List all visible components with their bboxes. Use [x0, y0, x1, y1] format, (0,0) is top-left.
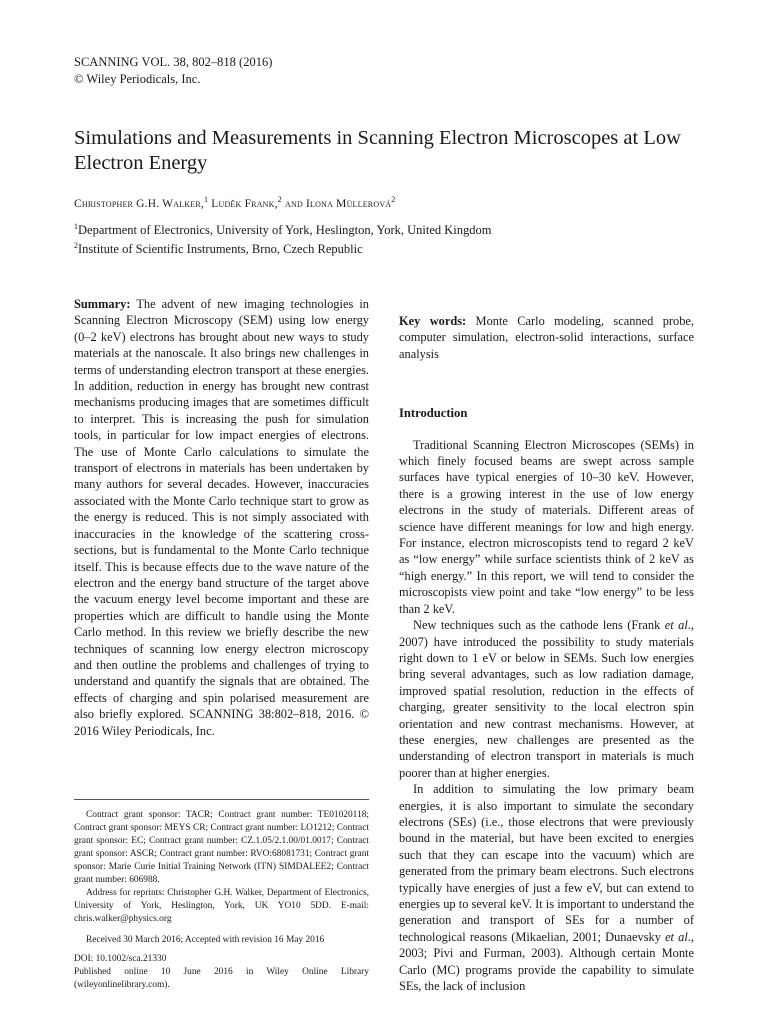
author-name: Christopher G.H. Walker,: [74, 197, 204, 210]
author-name: Ilona Müllerová: [306, 197, 392, 210]
intro-text: ., 2003; Pivi and Furman, 2003). Although certain Monte Carlo (MC) programs provide the capability to simulate SEs, the lack of inclusion: [399, 929, 694, 994]
author-conjunction: and: [281, 197, 307, 210]
affiliation-text: Institute of Scientific Instruments, Brno, Czech Republic: [78, 242, 363, 257]
author-name: Luděk Frank,: [208, 197, 278, 210]
journal-header: [74, 54, 272, 88]
affiliation-marker: 2: [277, 195, 282, 204]
intro-text: In addition to simulating the low primary beam energies, it is also important to simulate the secondary electrons (SEs) (i.e., those electrons that were previously bound in the material, but have been excited to energies such that they can escape into the vacuum) which are generated from the primary beam electrons. Such electrons typically have energies of just a few eV, but can extend to energies up to several keV. It is important to understand the generation and transport of SEs for a number of technological reasons (Mikaelian, 2001; Dunaevsky: [399, 782, 694, 944]
affiliation-text: Department of Electronics, University of York, Heslington, York, United Kingdom: [78, 223, 492, 238]
intro-italic: et al: [665, 929, 688, 944]
intro-text: ., 2007) have introduced the possibility to study materials right down to 1 eV or below in SEMs. Such low energies bring several advantages, such as low radiation damage, improved spatial resolution, reduction in the effects of charging, greater sensitivity to the local electron spin orientation and new contrast mechanisms. However, at these energies, new challenges are presented as the understanding of electron transport in materials is much poorer than at higher energies.: [399, 618, 694, 780]
introduction-heading: Introduction: [399, 406, 468, 421]
summary-label: Summary:: [74, 297, 131, 311]
published-line: Published online 10 June 2016 in Wiley Online Library (wileyonlinelibrary.com).: [74, 967, 369, 990]
affiliation-list: [74, 219, 492, 257]
intro-italic: et al: [664, 618, 688, 633]
keywords-label: Key words:: [399, 314, 467, 328]
intro-text: New techniques such as the cathode lens (Frank: [413, 618, 665, 633]
address-footnote: Address for reprints: Christopher G.H. Walker, Department of Electronics, University of York, Heslington, York, UK YO10 5DD. E-mail: chris.walker@physics.org: [74, 888, 369, 924]
doi-line: DOI: 10.1002/sca.21330: [74, 954, 167, 964]
right-column: [399, 313, 694, 994]
summary-text: The advent of new imaging technologies in Scanning Electron Microscopy (SEM) using low energy (0–2 keV) electrons has brought about new ways to study materials at the nanoscale. It also brings new challenges in terms of understanding electron transport at these energies. In addition, reduction in energy has brought new contrast mechanisms producing images that are sometimes difficult to interpret. This is increasing the push for simulation tools, in particular for low impact energies of electrons. The use of Monte Carlo calculations to simulate the transport of electrons in materials has been undertaken by many authors for several decades. However, inaccuracies associated with the Monte Carlo technique start to grow as the energy is reduced. This is not simply associated with inaccuracies in the knowledge of the scattering cross-sections, but is fundamental to the Monte Carlo technique itself. This is because effects due to the wave nature of the electron and the energy band structure of the target above the vacuum energy level become important and these are properties which are difficult to handle using the Monte Carlo method. In this review we briefly describe the new techniques of scanning low energy electron microscopy and then outline the problems and challenges of trying to understand and quantify the signals that are obtained. The effects of charging and spin polarised measurement are also briefly explored. SCANNING 38:802–818, 2016. © 2016 Wiley Periodicals, Inc.: [74, 297, 369, 738]
keywords-paragraph: [399, 313, 694, 362]
summary-paragraph: [74, 296, 369, 739]
affiliation-marker: 1: [74, 222, 78, 231]
journal-citation: SCANNING VOL. 38, 802–818 (2016): [74, 55, 273, 69]
affiliation-marker: 2: [74, 241, 78, 251]
article-title: Simulations and Measurements in Scanning Electron Microscopes at Low Electron Energy: [74, 127, 681, 174]
affiliation-marker: 1: [203, 195, 209, 204]
received-date: Received 30 March 2016; Accepted with revision 16 May 2016: [86, 935, 325, 945]
author-list: [74, 195, 395, 210]
intro-paragraph: Traditional Scanning Electron Microscopes (SEMs) in which finely focused beams are swept across sample surfaces have typical energies of 10–30 keV. However, there is a growing interest in the use of low energy electrons in the study of materials. Different areas of science have different meanings for low and high energy. For instance, electron microscopists tend to regard 2 keV as “low energy” while surface scientists think of 2 keV as “high energy.” In this report, we will tend to consider the microscopists view point and take “low energy” to be less than 2 keV.: [399, 437, 694, 616]
affiliation: [74, 219, 492, 238]
left-column: [74, 296, 369, 739]
affiliation: [74, 238, 492, 257]
keywords-text: Monte Carlo modeling, scanned probe, computer simulation, electron-solid interactions, surface analysis: [399, 314, 694, 361]
affiliation-marker: 2: [391, 195, 396, 204]
copyright-line: © Wiley Periodicals, Inc.: [74, 72, 201, 86]
intro-paragraph: [399, 617, 694, 781]
footnotes: [74, 799, 369, 992]
intro-paragraph: [399, 781, 694, 994]
grant-footnote: Contract grant sponsor: TACR; Contract grant number: TE01020118; Contract grant sponsor: MEYS CR; Contract grant number: LO1212; Contract grant sponsor: EC; Contract grant number: CZ.1.05/2.1.00/01.0017; Contract grant sponsor: ASCR; Contract grant number: RVO:68081731; Contract grant sponsor: Marie Curie Initial Training Network (ITN) SIMDALEE2; Contract grant number: 606988.: [74, 810, 369, 885]
